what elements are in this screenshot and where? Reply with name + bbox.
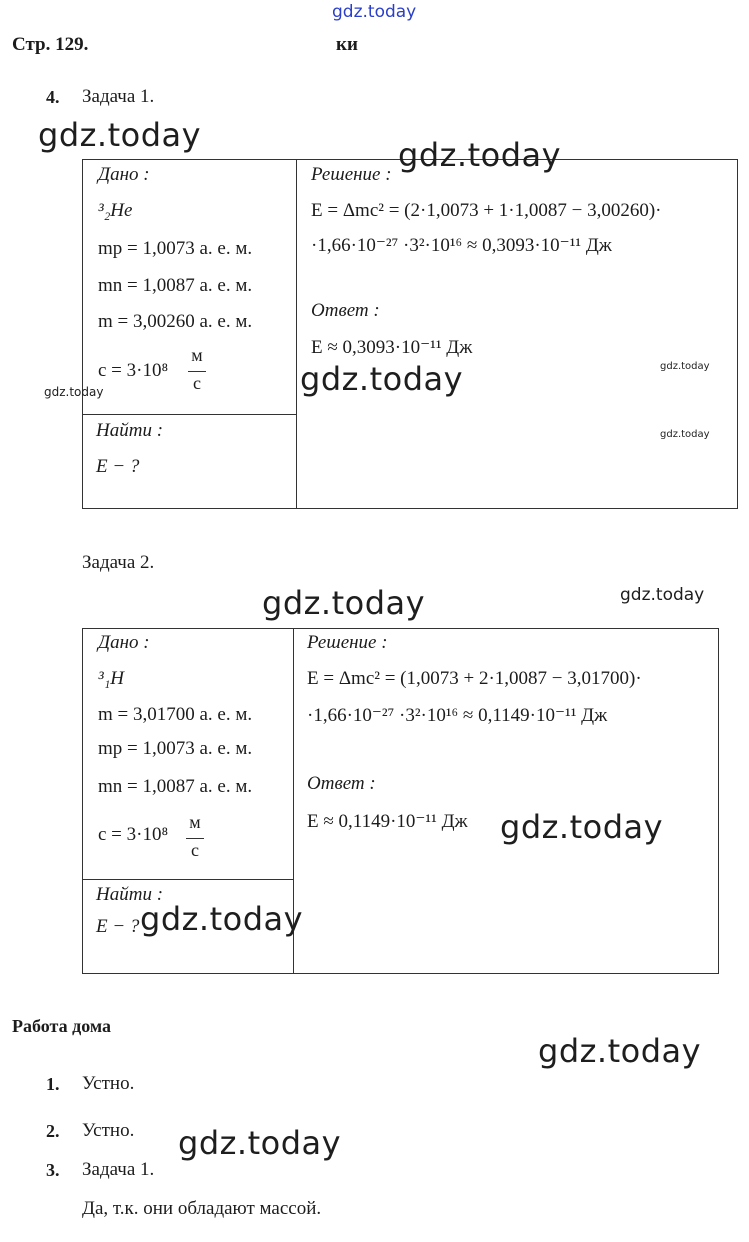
watermark: gdz.today <box>620 585 705 605</box>
speed-unit-denominator: с <box>191 840 199 860</box>
find-value: E − ? <box>96 916 140 937</box>
answer-value: E ≈ 0,3093·10⁻¹¹ Дж <box>311 337 473 358</box>
homework-title: Работа дома <box>12 1016 111 1036</box>
task-number: 4. <box>46 87 60 107</box>
solution-title: Решение : <box>307 632 388 653</box>
given-light-speed: c = 3·10⁸ <box>98 824 169 845</box>
homework-item-number: 2. <box>46 1121 60 1141</box>
homework-item-text: Задача 1. <box>82 1159 155 1180</box>
given-proton-mass: mp = 1,0073 а. е. м. <box>98 738 253 759</box>
homework-answer: Да, т.к. они обладают массой. <box>82 1198 322 1219</box>
given-nucleus-mass: m = 3,01700 а. е. м. <box>98 704 253 725</box>
watermark: gdz.today <box>500 808 664 846</box>
speed-unit-numerator: м <box>191 345 203 365</box>
speed-unit-numerator: м <box>189 812 201 832</box>
given-nucleus-mass: m = 3,00260 а. е. м. <box>98 311 253 332</box>
task-1-divider <box>296 159 297 509</box>
homework-item-number: 1. <box>46 1074 60 1094</box>
watermark: gdz.today <box>44 385 104 399</box>
homework-item-text: Устно. <box>82 1120 135 1141</box>
given-title: Дано : <box>98 632 150 653</box>
given-title: Дано : <box>98 164 150 185</box>
task-1-label: Задача 1. <box>82 86 155 107</box>
homework-item-text: Устно. <box>82 1073 135 1094</box>
watermark: gdz.today <box>398 136 562 174</box>
homework-item-number: 3. <box>46 1160 60 1180</box>
fraction-bar <box>188 371 206 372</box>
solution-line-2: ·1,66·10⁻²⁷ ·3²·10¹⁶ ≈ 0,1149·10⁻¹¹ Дж <box>307 705 608 726</box>
answer-value: E ≈ 0,1149·10⁻¹¹ Дж <box>307 811 468 832</box>
watermark: gdz.today <box>140 900 304 938</box>
page-title: Стр. 129. <box>12 34 89 55</box>
task-2-given-divider <box>82 879 293 880</box>
watermark: gdz.today <box>300 360 464 398</box>
given-neutron-mass: mn = 1,0087 а. е. м. <box>98 275 253 296</box>
solution-title: Решение : <box>311 164 392 185</box>
answer-title: Ответ : <box>307 773 376 794</box>
given-light-speed: c = 3·10⁸ <box>98 360 169 381</box>
top-watermark: gdz.today <box>332 2 417 22</box>
watermark: gdz.today <box>660 361 710 372</box>
watermark: gdz.today <box>38 116 202 154</box>
given-isotope: ³₁H <box>98 668 125 689</box>
given-proton-mass: mp = 1,0073 а. е. м. <box>98 238 253 259</box>
solution-line-2: ·1,66·10⁻²⁷ ·3²·10¹⁶ ≈ 0,3093·10⁻¹¹ Дж <box>311 235 612 256</box>
watermark: gdz.today <box>262 584 426 622</box>
fraction-bar <box>186 838 204 839</box>
find-value: E − ? <box>96 456 140 477</box>
task-1-given-divider <box>82 414 296 415</box>
given-isotope: ³₂He <box>98 200 133 221</box>
watermark: gdz.today <box>178 1124 342 1162</box>
answer-title: Ответ : <box>311 300 380 321</box>
page-title-tail: ки <box>336 34 358 55</box>
solution-line-1: E = Δmc² = (2·1,0073 + 1·1,0087 − 3,00260)· <box>311 200 662 221</box>
solution-line-1: E = Δmc² = (1,0073 + 2·1,0087 − 3,01700)· <box>307 668 642 689</box>
task-2-label: Задача 2. <box>82 552 155 573</box>
given-neutron-mass: mn = 1,0087 а. е. м. <box>98 776 253 797</box>
speed-unit-denominator: с <box>193 373 201 393</box>
watermark: gdz.today <box>660 429 710 440</box>
find-title: Найти : <box>96 420 164 441</box>
watermark: gdz.today <box>538 1032 702 1070</box>
find-title: Найти : <box>96 884 164 905</box>
